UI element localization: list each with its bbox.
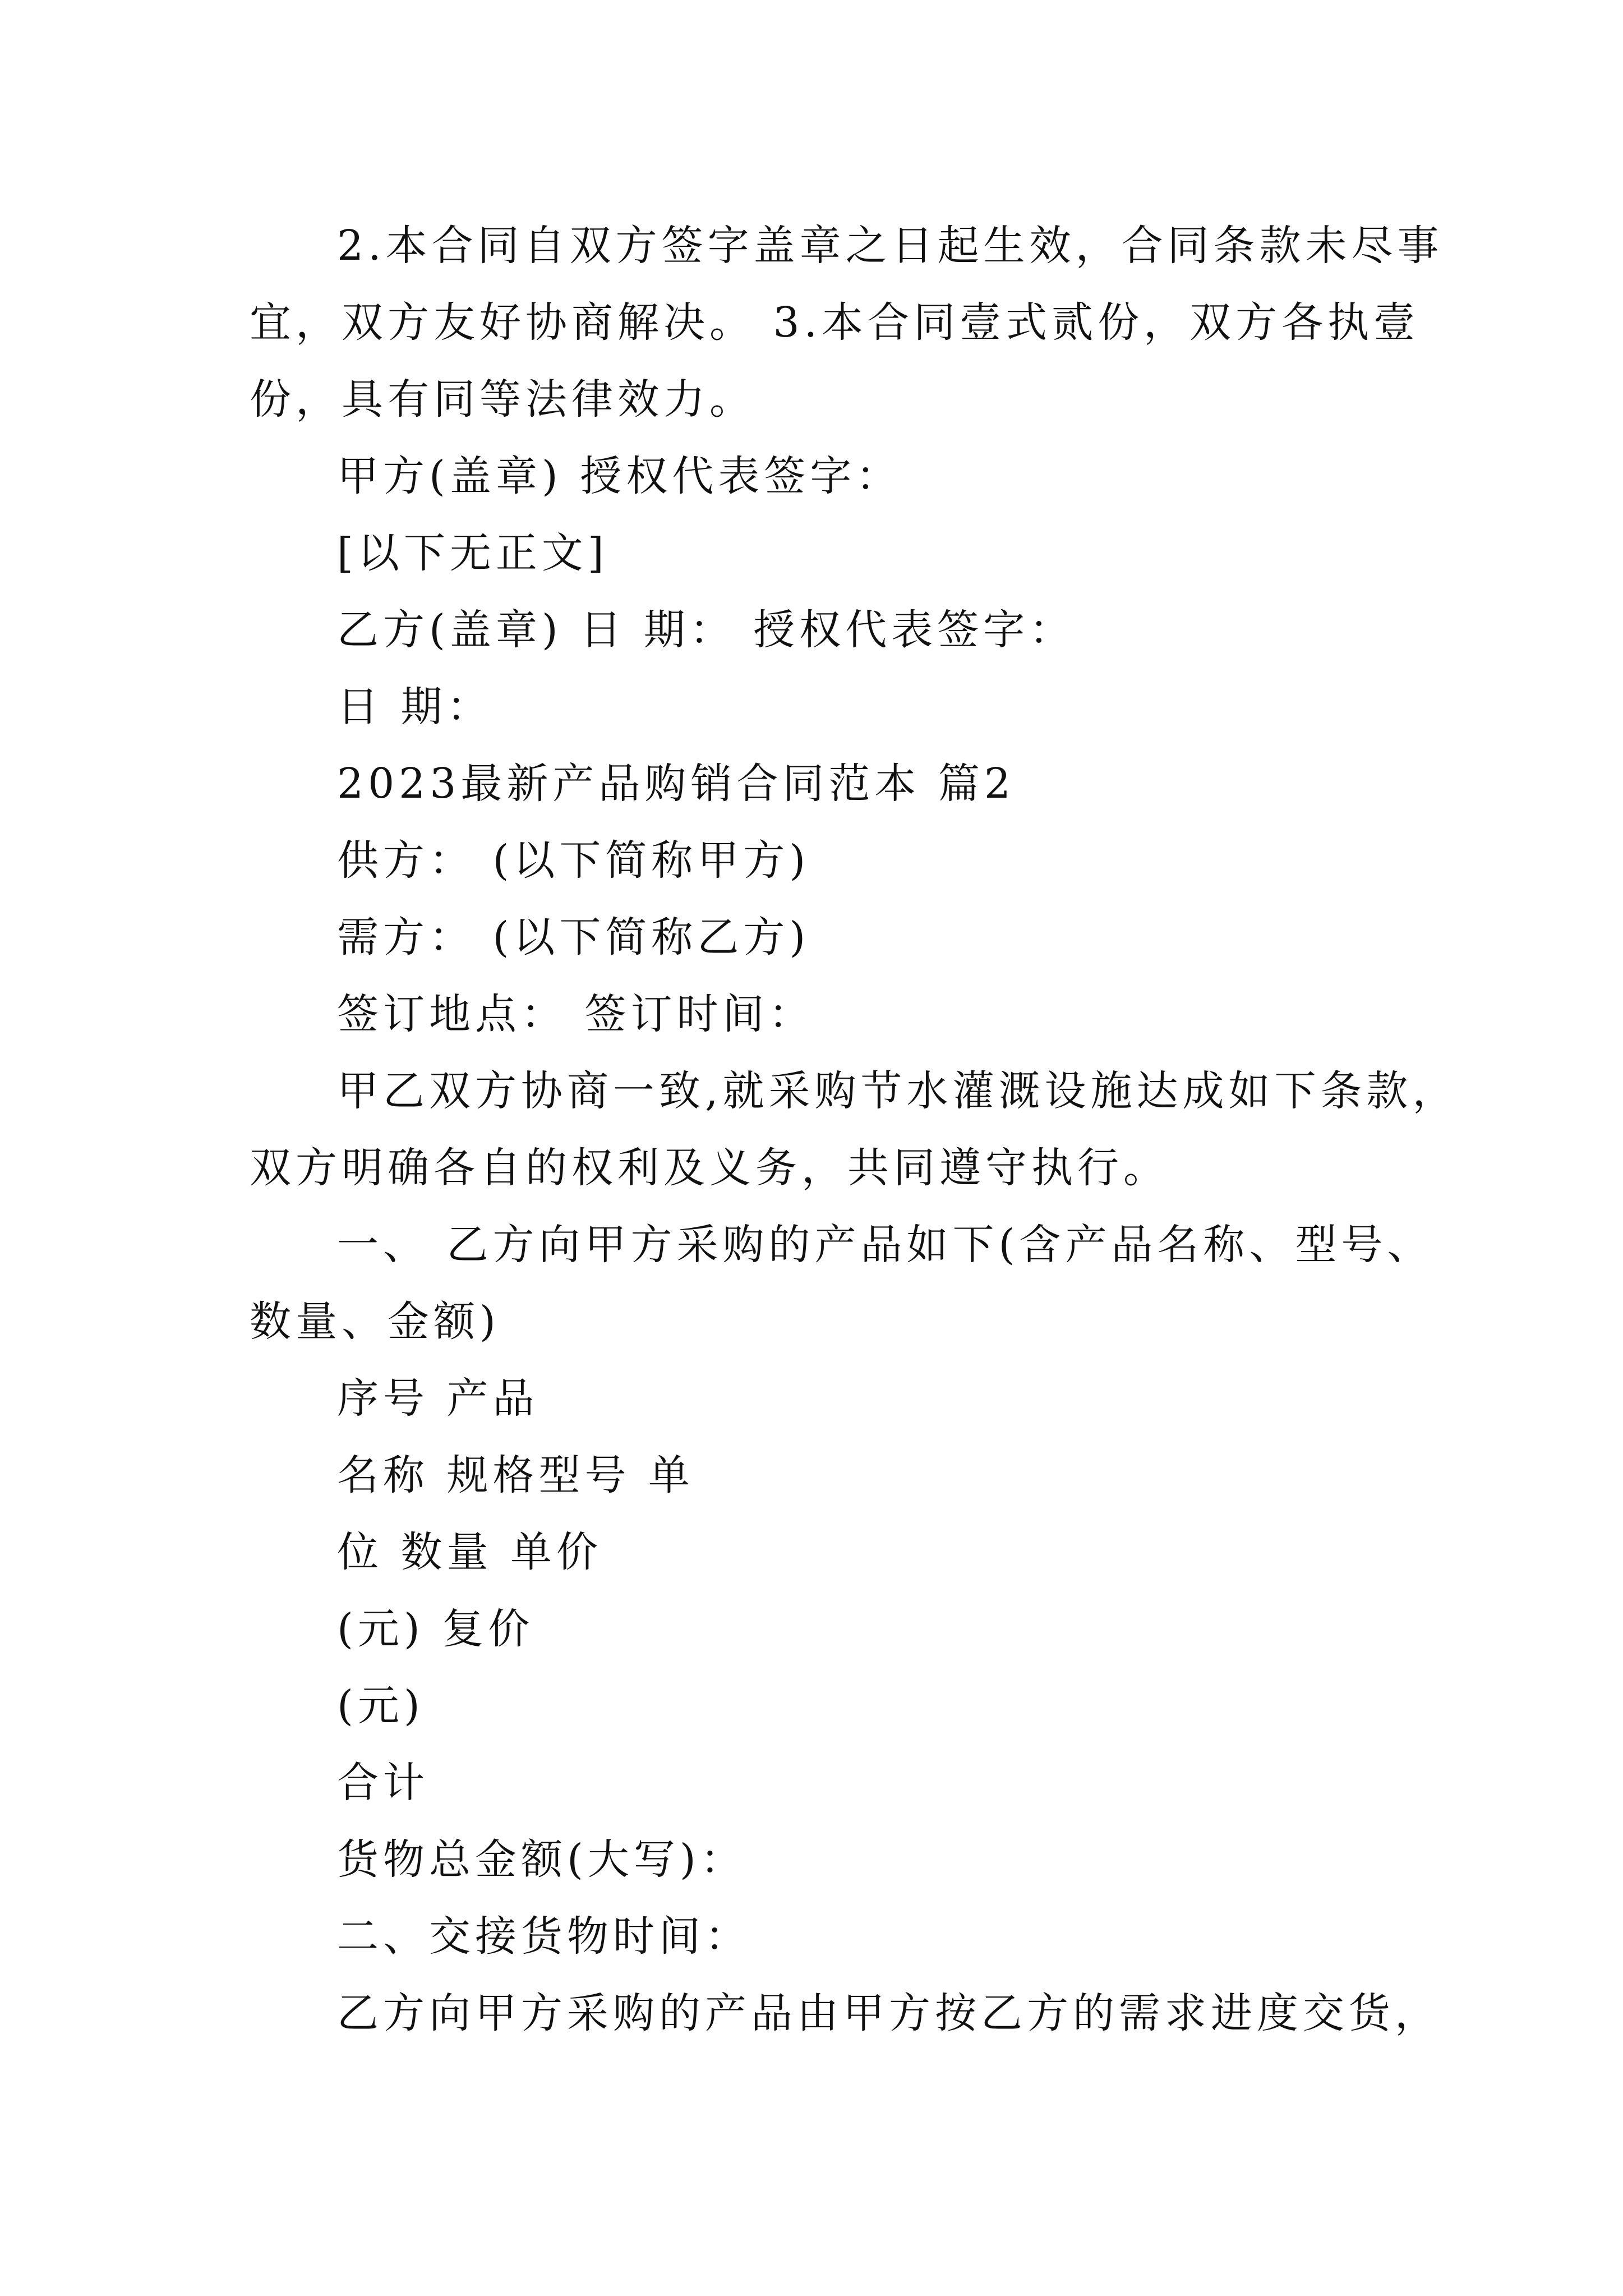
- agreement-paragraph-line-2: 双方明确各自的权利及义务，共同遵守执行。: [250, 1144, 1169, 1192]
- table-header-fragment-4: (元) 复价: [337, 1605, 534, 1653]
- agreement-paragraph-line-1: 甲乙双方协商一致,就采购节水灌溉设施达成如下条款，: [337, 1067, 1459, 1115]
- paragraph-effective-line-2: 宜，双方友好协商解决。 3.本合同壹式贰份，双方各执壹: [250, 298, 1420, 347]
- paragraph-effective-line-3: 份，具有同等法律效力。: [250, 375, 755, 424]
- table-header-fragment-3: 位 数量 单价: [337, 1528, 603, 1576]
- signing-place-time-line: 签订地点： 签订时间：: [337, 990, 815, 1038]
- table-header-fragment-5: (元): [337, 1682, 425, 1730]
- table-header-fragment-2: 名称 规格型号 单: [337, 1451, 695, 1499]
- party-a-signature-line: 甲方(盖章) 授权代表签字：: [337, 452, 902, 500]
- clause-one-line-1: 一、 乙方向甲方采购的产品如下(含产品名称、型号、: [337, 1221, 1433, 1269]
- table-header-fragment-1: 序号 产品: [337, 1374, 539, 1423]
- date-line: 日 期：: [337, 683, 493, 731]
- section-heading: 2023最新产品购销合同范本 篇2: [337, 760, 1015, 808]
- clause-two-heading: 二、交接货物时间：: [337, 1912, 751, 1961]
- party-b-signature-line: 乙方(盖章) 日 期： 授权代表签字：: [337, 606, 1076, 654]
- buyer-line: 需方： (以下简称乙方): [337, 913, 810, 961]
- no-text-below-note: [以下无正文]: [337, 529, 608, 577]
- paragraph-effective-line-1: 2.本合同自双方签字盖章之日起生效，合同条款未尽事: [337, 222, 1444, 270]
- clause-one-line-2: 数量、金额): [250, 1297, 500, 1346]
- table-total-label: 合计: [337, 1759, 429, 1807]
- supplier-line: 供方： (以下简称甲方): [337, 836, 810, 885]
- document-body: [250, 208, 1459, 2052]
- total-amount-line: 货物总金额(大写)：: [337, 1835, 746, 1884]
- clause-two-body-line-1: 乙方向甲方采购的产品由甲方按乙方的需求进度交货，: [337, 1989, 1441, 2037]
